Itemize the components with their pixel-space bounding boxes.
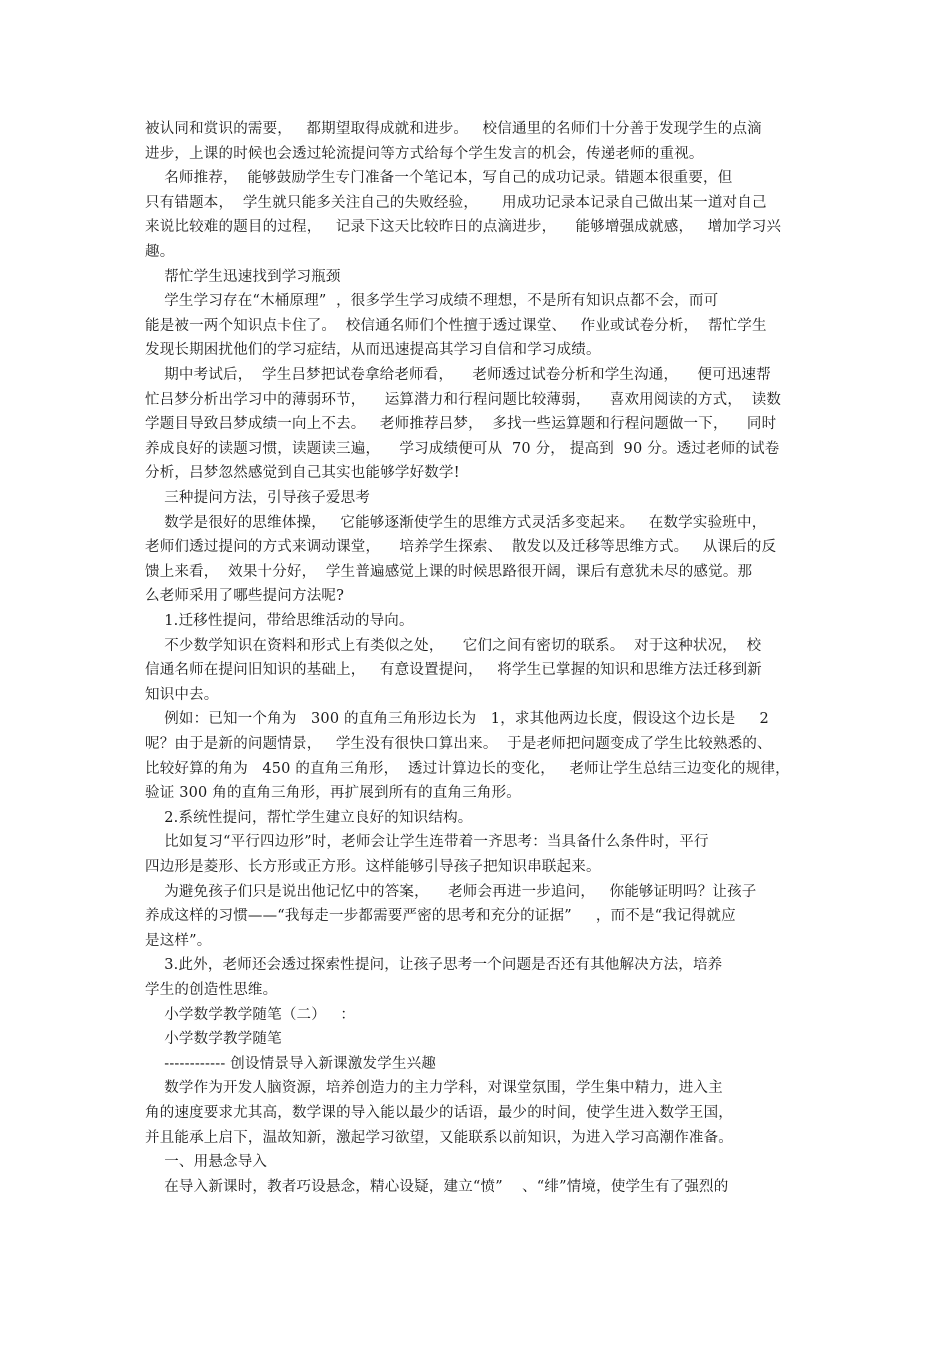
text-line: 么老师采用了哪些提问方法呢? <box>145 588 345 605</box>
text-line: 馈上来看， 效果十分好， 学生普遍感觉上课的时候思路很开阔，课后有意犹未尽的感觉。那 <box>145 563 753 580</box>
text-line: 小学数学教学随笔 <box>145 1031 282 1048</box>
text-line: 趣。 <box>145 244 175 260</box>
text-line: 比如复习“平行四边形”时，老师会让学生连带着一齐思考：当具备什么条件时，平行 <box>145 834 709 851</box>
text-line: 为避免孩子们只是说出他记忆中的答案， 老师会再进一步追问， 你能够证明吗？让孩子 <box>145 883 757 900</box>
text-line: 三种提问方法，引导孩子爱思考 <box>145 490 371 506</box>
text-line: 忙吕梦分析出学习中的薄弱环节， 运算潜力和行程问题比较薄弱， 喜欢用阅读的方式， 读数 <box>145 391 782 408</box>
text-line: 进步，上课的时候也会透过轮流提问等方式给每个学生发言的机会，传递老师的重视。 <box>145 145 704 162</box>
text-line: 3.此外，老师还会透过探索性提问，让孩子思考一个问题是否还有其他解决方法，培养 <box>145 957 723 974</box>
text-line: 只有错题本， 学生就只能多关注自己的失败经验， 用成功记录本记录自己做出某一道对自己 <box>145 194 767 211</box>
text-line: 小学数学教学随笔（二） ： <box>145 1006 356 1023</box>
text-line: 并且能承上启下，温故知新，激起学习欲望，又能联系以前知识，为进入学习高潮作准备。 <box>145 1129 733 1146</box>
text-line: 能是被一两个知识点卡住了。 校信通名师们个性擅于透过课堂、 作业或试卷分析， 帮忙学生 <box>145 317 767 334</box>
text-line: 在导入新课时，教者巧设悬念，精心设疑，建立“愤” 、“绯”情境，使学生有了强烈的 <box>145 1178 729 1195</box>
text-line: 比较好算的角为 450 的直角三角形， 透过计算边长的变化， 老师让学生总结三边变化的规律， <box>145 760 790 777</box>
text-line: 数学作为开发人脑资源，培养创造力的主力学科，对课堂氛围，学生集中精力，进入主 <box>145 1080 723 1097</box>
text-line: 学生的创造性思维。 <box>145 982 278 998</box>
text-line: 发现长期困扰他们的学习症结，从而迅速提高其学习自信和学习成绩。 <box>145 342 601 359</box>
text-line: 养成这样的习惯——“我每走一步都需要严密的思考和充分的证据” ，而不是“我记得就应 <box>145 908 736 925</box>
text-line: 1.迁移性提问，带给思维活动的导向。 <box>145 613 414 629</box>
text-line: 帮忙学生迅速找到学习瓶颈 <box>145 268 341 285</box>
text-line: 验证 300 角的直角三角形，再扩展到所有的直角三角形。 <box>145 785 521 802</box>
text-line: 角的速度要求尤其高，数学课的导入能以最少的话语，最少的时间，使学生进入数学王国， <box>145 1105 733 1121</box>
text-line: 养成良好的读题习惯，读题读三遍， 学习成绩便可从 70 分， 提高到 90 分。透过老师的试卷 <box>145 440 780 457</box>
text-line: 学生学习存在“木桶原理” ，很多学生学习成绩不理想，不是所有知识点都不会，而可 <box>145 293 719 310</box>
text-line: 名师推荐， 能够鼓励学生专门准备一个笔记本，写自己的成功记录。错题本很重要，但 <box>145 170 733 187</box>
text-line: ------------ 创设情景导入新课激发学生兴趣 <box>145 1055 437 1072</box>
text-line: 期中考试后， 学生吕梦把试卷拿给老师看， 老师透过试卷分析和学生沟通， 便可迅速帮 <box>145 367 771 383</box>
text-line: 一、用悬念导入 <box>145 1154 268 1171</box>
text-line: 知识中去。 <box>145 686 219 703</box>
text-line: 呢？由于是新的问题情景， 学生没有很快口算出来。 于是老师把问题变成了学生比较熟悉的、 <box>145 736 772 752</box>
text-line: 数学是很好的思维体操， 它能够逐渐使学生的思维方式灵活多变起来。 在数学实验班中， <box>145 514 767 531</box>
text-line: 是这样”。 <box>145 932 212 949</box>
text-line: 信通名师在提问旧知识的基础上， 有意设置提问， 将学生已掌握的知识和思维方法迁移到新 <box>145 662 762 679</box>
text-line: 学题目导致吕梦成绩一向上不去。 老师推荐吕梦， 多找一些运算题和行程问题做一下， 同时 <box>145 416 777 433</box>
text-line: 2.系统性提问，帮忙学生建立良好的知识结构。 <box>145 809 473 826</box>
text-line: 不少数学知识在资料和形式上有类似之处， 它们之间有密切的联系。 对于这种状况， 校 <box>145 637 762 654</box>
text-line: 来说比较难的题目的过程， 记录下这天比较昨日的点滴进步， 能够增强成就感， 增加学习兴 <box>145 219 782 236</box>
text-line: 分析，吕梦忽然感觉到自己其实也能够学好数学! <box>145 465 460 482</box>
text-line: 四边形是菱形、长方形或正方形。这样能够引导孩子把知识串联起来。 <box>145 859 601 875</box>
text-line: 老师们透过提问的方式来调动课堂， 培养学生探索、 散发以及迁移等思维方式。 从课后的反 <box>145 539 777 556</box>
text-line: 例如：已知一个角为 300 的直角三角形边长为 1，求其他两边长度，假设这个边长是 2 <box>145 711 769 728</box>
text-line: 被认同和赏识的需要， 都期望取得成就和进步。 校信通里的名师们十分善于发现学生的点滴 <box>145 121 762 137</box>
